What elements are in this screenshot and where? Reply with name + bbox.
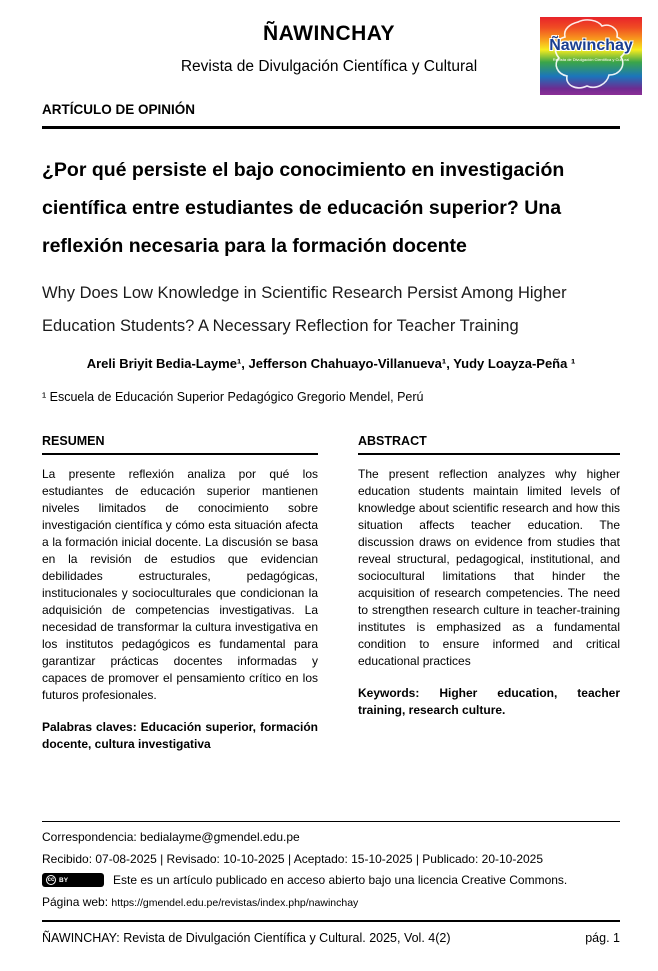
- cc-by-badge-icon: [42, 873, 104, 887]
- abstract-columns: [42, 434, 620, 753]
- abstract-keywords: Keywords: Higher education, teacher training, research culture.: [358, 686, 620, 717]
- dates-line: Recibido: 07-08-2025 | Revisado: 10-10-2025 | Aceptado: 15-10-2025 | Publicado: 20-10-2025: [42, 852, 544, 866]
- license-text: Este es un artículo publicado en acceso abierto bajo una licencia Creative Commons.: [113, 873, 568, 887]
- journal-logo: [540, 17, 642, 95]
- journal-subtitle: Revista de Divulgación Científica y Cultural: [180, 58, 478, 75]
- map-outline-icon: [540, 17, 642, 95]
- article-title-english: Why Does Low Knowledge in Scientific Research Persist Among Higher Education Students? A Necessary Reflection for Teacher Training: [42, 284, 567, 335]
- logo-wordmark: Ñawinchay: [549, 37, 633, 54]
- authors-line: Areli Briyit Bedia-Layme¹, Jefferson Chahuayo-Villanueva¹, Yudy Loayza-Peña ¹: [86, 356, 576, 371]
- page-number: pág. 1: [585, 931, 620, 945]
- cc-circle-icon: cc: [47, 877, 55, 883]
- web-label: Página web:: [42, 895, 109, 909]
- abstract-column: [358, 434, 620, 753]
- correspondence-line: Correspondencia: bedialayme@gmendel.edu.pe: [42, 830, 300, 844]
- resumen-heading: RESUMEN: [42, 434, 318, 455]
- footer-bottom-rule: [42, 920, 620, 922]
- journal-name: ÑAWINCHAY: [262, 22, 396, 45]
- web-line: [42, 895, 620, 909]
- article-title-spanish: ¿Por qué persiste el bajo conocimiento en investigación científica entre estudiantes de educación superior? Una reflexión necesaria para la formación docente: [42, 159, 565, 257]
- license-row: [42, 873, 620, 887]
- web-url: https://gmendel.edu.pe/revistas/index.php/nawinchay: [111, 897, 359, 909]
- article-type-label: ARTÍCULO DE OPINIÓN: [42, 102, 620, 129]
- journal-footer-line: ÑAWINCHAY: Revista de Divulgación Científica y Cultural. 2025, Vol. 4(2): [42, 931, 451, 945]
- resumen-body: La presente reflexión analiza por qué los estudiantes de educación superior mantienen niveles limitados de conocimiento sobre investigación científica y cómo esta situación afecta a la formación inicial docente. La discusión se basa en la revisión de estudios que evidencian debilidades estructurales, pedagógicas, institucionales y socioculturales que condicionan la adquisición de competencias investigativas. La necesidad de transformar la cultura investigativa en los institutos pedagógicos es fundamental para garantizar prácticas docentes informadas y capaces de promover el pensamiento crítico en los futuros profesionales.: [42, 467, 318, 702]
- resumen-column: [42, 434, 318, 753]
- logo-subtext: Revista de Divulgación Científica y Cultural: [552, 57, 630, 62]
- footer-block: [42, 821, 620, 945]
- affiliation-line: ¹ Escuela de Educación Superior Pedagógico Gregorio Mendel, Perú: [42, 390, 424, 404]
- footer-top-rule: [42, 821, 620, 822]
- abstract-heading: ABSTRACT: [358, 434, 620, 455]
- abstract-body: The present reflection analyzes why higher education students maintain limited levels of knowledge about scientific research and how this situation affects teacher education. The discussion draws on evidence from studies that reveal structural, pedagogical, institutional, and sociocultural limitations that hinder the acquisition of research competencies. The need to strengthen research culture in teacher-training institutes is emphasized as a fundamental condition to ensure informed and critical educational practices: [358, 467, 620, 668]
- cc-by-label: BY: [59, 876, 69, 884]
- resumen-keywords: Palabras claves: Educación superior, formación docente, cultura investigativa: [42, 720, 318, 751]
- journal-footer: [42, 931, 620, 945]
